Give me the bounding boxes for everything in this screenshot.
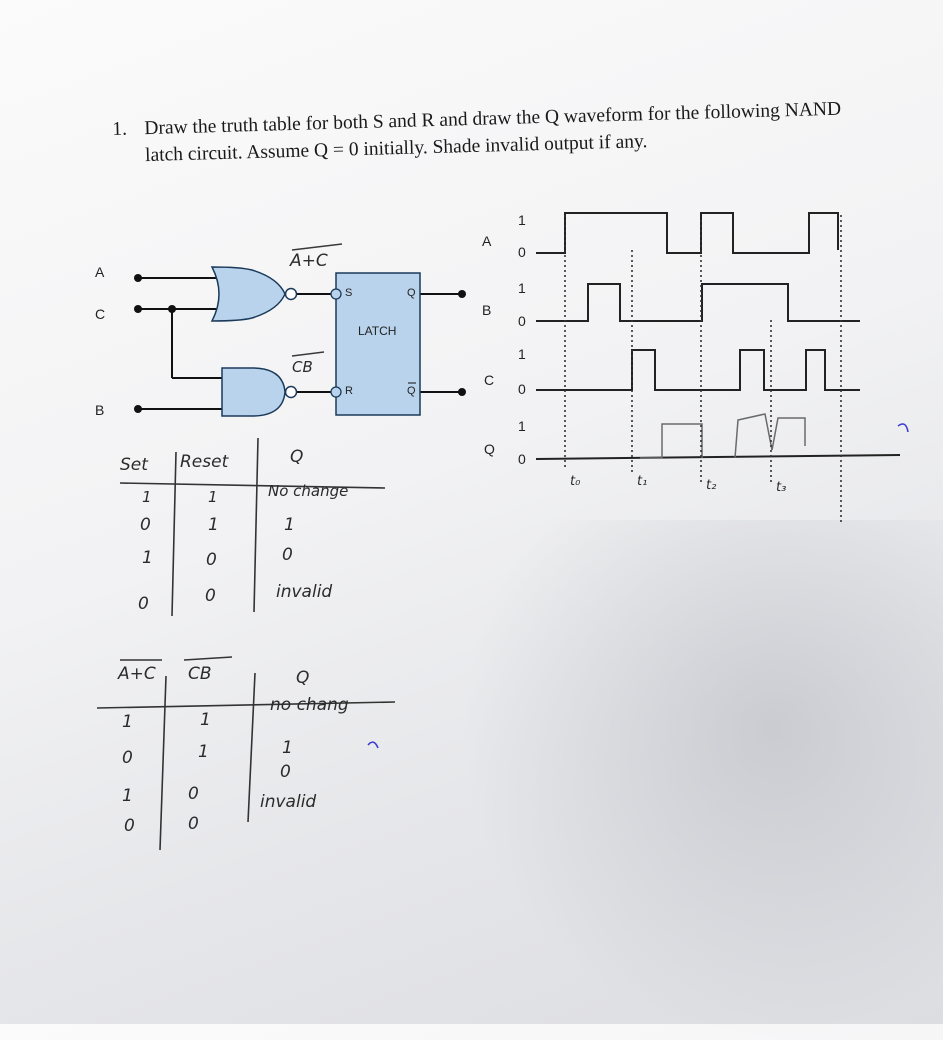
nand-gate-2 (222, 368, 285, 416)
time-mark-t2: t₂ (706, 478, 717, 493)
gate1-note: A+C (290, 251, 328, 271)
table2-r4-cb: 0 (188, 814, 199, 834)
table1-header-q: Q (290, 447, 304, 467)
table1-r4-reset: 0 (205, 586, 216, 606)
table2-r1-cb: 1 (200, 710, 211, 730)
input-label-b: B (95, 402, 105, 418)
table2-r2-q: 1 (282, 738, 293, 758)
table2-r3-a-plus-c: 1 (122, 786, 133, 806)
table1-r2-q: 1 (284, 515, 295, 535)
latch-pin-qbar: Q (407, 385, 416, 397)
table1-header-set: Set (120, 455, 148, 475)
table1-r3-reset: 0 (206, 550, 217, 570)
time-gridlines (565, 215, 841, 522)
table1-r2-set: 0 (140, 515, 151, 535)
latch-r-bubble (331, 387, 341, 397)
overline-cb (292, 352, 324, 356)
wave-b-low: 0 (518, 313, 526, 329)
table1-grid (120, 438, 385, 616)
table1-r1-q: No change (268, 482, 349, 500)
table2-r1-q: no chang (270, 695, 349, 715)
time-mark-t0: t₀ (570, 474, 581, 489)
table1-r3-q: 0 (282, 545, 293, 565)
table1-r1-reset: 1 (208, 488, 218, 506)
table1-r3-set: 1 (142, 548, 153, 568)
waveform-c (536, 350, 860, 390)
table1-r2-reset: 1 (208, 515, 219, 535)
table2-r2-cb: 1 (198, 742, 209, 762)
latch-label: LATCH (358, 324, 397, 338)
time-mark-t3: t₃ (776, 480, 787, 495)
latch-pin-s: S (345, 287, 353, 299)
nand-gate-1-bubble (286, 289, 297, 300)
gate2-note: CB (292, 358, 313, 376)
wave-c-low: 0 (518, 381, 526, 397)
waveform-b (536, 284, 860, 321)
nand-gate-2-bubble (286, 387, 297, 398)
waveform-q-sketch (640, 414, 805, 458)
table2-r3-cb: 0 (188, 784, 199, 804)
table2-header-q: Q (296, 668, 310, 688)
wave-a-high: 1 (518, 212, 526, 228)
table1-header-reset: Reset (180, 452, 229, 472)
wave-label-c: C (484, 372, 495, 388)
wave-label-b: B (482, 302, 492, 318)
wave-label-a: A (482, 233, 492, 249)
table2-r4-q: invalid (260, 792, 317, 812)
waveforms (536, 213, 900, 459)
table2-header-a-plus-c: A+C (118, 664, 156, 684)
time-mark-t1: t₁ (637, 474, 648, 489)
latch-s-bubble (331, 289, 341, 299)
wave-a-low: 0 (518, 244, 526, 260)
question-text: Draw the truth table for both S and R and draw the Q waveform for the following NAND latch circuit. Assume Q = 0 initially. Shade invalid output if any. (144, 98, 842, 167)
table1-r4-set: 0 (138, 594, 149, 614)
table2-header-cb: CB (188, 664, 212, 684)
pen-mark-right (898, 424, 908, 432)
input-label-a: A (95, 264, 105, 280)
overline-a-plus-c (292, 244, 342, 250)
wave-label-q: Q (484, 441, 495, 457)
table2-r3-q: 0 (280, 762, 291, 782)
waveform-a (536, 213, 838, 253)
waveform-q-baseline (536, 455, 900, 459)
table1-r4-q: invalid (276, 582, 333, 602)
latch-pin-r: R (345, 385, 353, 397)
latch-pin-q: Q (407, 287, 416, 299)
nand-gate-1 (212, 267, 285, 321)
wave-q-low: 0 (518, 451, 526, 467)
input-label-c: C (95, 306, 106, 322)
table2-r1-a-plus-c: 1 (122, 712, 133, 732)
wave-b-high: 1 (518, 280, 526, 296)
table2-r4-a-plus-c: 0 (124, 816, 135, 836)
wave-c-high: 1 (518, 346, 526, 362)
table2-grid (97, 657, 395, 850)
question-number: 1. (112, 118, 128, 140)
table2-r2-a-plus-c: 0 (122, 748, 133, 768)
table1-r1-set: 1 (142, 488, 152, 506)
pen-mark-table2 (368, 742, 378, 748)
wave-q-high: 1 (518, 418, 526, 434)
